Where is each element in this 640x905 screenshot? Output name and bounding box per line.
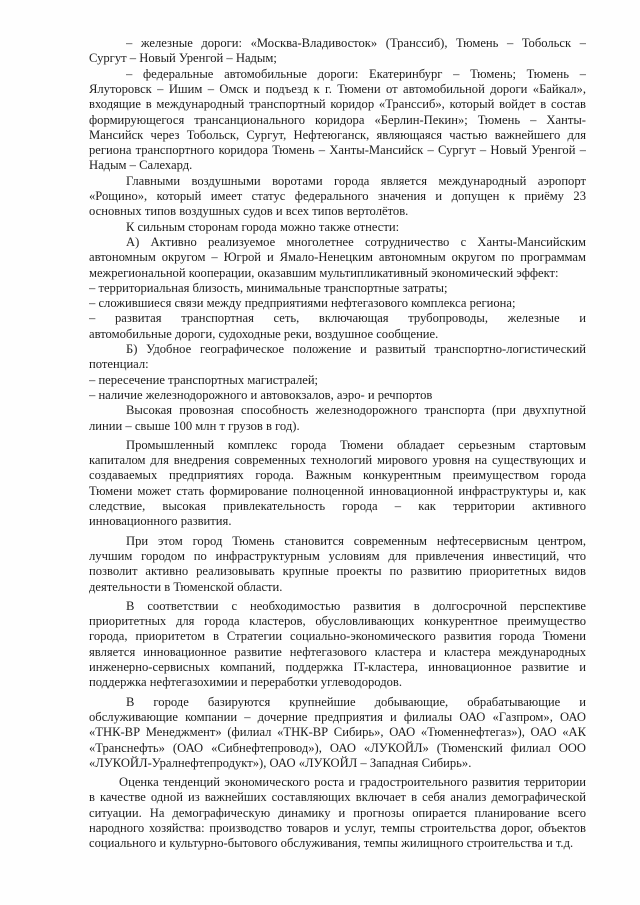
text-line: основных типов воздушных судов и всех типов вертолётов.	[89, 204, 409, 219]
text-line: в качестве одной из важнейших составляющих включает в себя анализ демографической	[89, 790, 586, 805]
text-line: линии – свыше 100 млн т грузов в год).	[89, 418, 300, 433]
text-line: «ЛУКОЙЛ-Уралнефтепродукт»), ОАО «ЛУКОЙЛ – Западная Сибирь».	[89, 755, 472, 770]
text-line: Б) Удобное географическое положение и развитый транспортно-логистический	[126, 342, 586, 356]
text-line: позволит активно реализовывать крупные проекты по развитию приоритетных видов	[89, 564, 586, 579]
text-line: автономным округом – Югрой и Ямало-Ненецким автономным округом по программам	[89, 250, 586, 265]
text-line: Ялуторовск – Ишим – Омск и подъезд к г. Тюмени от автомобильной дороги «Байкал»,	[89, 81, 586, 96]
text-line: входящие в международный транспортный коридор «Транссиб», который войдет в состав	[89, 97, 586, 112]
text-line: капиталом для внедрения современных технологий мирового уровня на существующих и	[89, 453, 586, 468]
text-line: В соответствии с необходимостью развития в долгосрочной перспективе	[126, 598, 586, 613]
text-line: Высокая провозная способность железнодорожного транспорта (при двухпутной	[126, 403, 586, 418]
text-line: А) Активно реализуемое многолетнее сотрудничество с Ханты-Мансийским	[126, 234, 586, 249]
text-line: лучшим городом по инфраструктурным условиям для привлечения инвестиций, что	[89, 548, 586, 563]
text-line: – развитая транспортная сеть, включающая трубопроводы, железные и	[89, 311, 586, 326]
text-line: следствие, высокая привлекательность города – как территории активного	[89, 499, 586, 513]
text-line: социального и культурно-бытового обслуживания, темпы жилищного строительства и т.д.	[89, 836, 574, 851]
text-line: «Рощино», который имеет статус федерального значения и допущен к приёму 23	[89, 189, 586, 203]
text-line: автомобильные дороги, судоходные реки, воздушное сообщение.	[89, 326, 439, 341]
text-line: – наличие железнодорожного и автовокзалов, аэро- и речпортов	[89, 387, 433, 402]
text-line: деятельности в Тюменской области.	[89, 579, 283, 594]
text-line: – федеральные автомобильные дороги: Екатеринбург – Тюмень; Тюмень –	[126, 66, 586, 81]
text-line: Главными воздушными воротами города является международный аэропорт	[126, 173, 586, 188]
text-line: поддержка нефтегазохимии и переработки углеводородов.	[89, 675, 403, 690]
text-line: города, приоритетом в Стратегии социально-экономического развития города Тюмени	[89, 629, 586, 644]
text-line: Сургут – Новый Уренгой – Надым;	[89, 51, 277, 66]
text-line: потенциал:	[89, 357, 149, 372]
text-line: приоритетных для города кластеров, обусловливающих конкурентное преимущество	[89, 614, 586, 629]
text-line: обслуживающие компании – дочерние предприятия и филиалы ОАО «Газпром», ОАО	[89, 709, 586, 724]
text-line: Мансийск через Тобольск, Сургут, Нефтеюганск, являющаяся частью важнейшего для	[89, 127, 586, 142]
text-line: В городе базируются крупнейшие добывающие, обрабатывающие и	[126, 694, 586, 709]
text-line: формирующегося трансанционального коридора «Берлин-Пекин»; Тюмень – Ханты-	[89, 112, 586, 127]
text-line: – сложившиеся связи между предприятиями нефтегазового комплекса региона;	[89, 296, 516, 311]
text-line: создаваемых предприятиях города. Важным конкурентным преимуществом города	[89, 468, 586, 483]
text-line: Оценка тенденций экономического роста и градостроительного развития территории	[119, 775, 586, 790]
text-line: Промышленный комплекс города Тюмени обладает серьезным стартовым	[126, 437, 586, 452]
text-line: Тюмени может стать формирование полноценной инновационной инфраструктуры и, как	[89, 483, 586, 498]
text-line: – территориальная близость, минимальные транспортные затраты;	[89, 280, 448, 295]
text-line: народного хозяйства: производство товаров и услуг, темпы строительства дорог, объектов	[89, 821, 586, 835]
text-line: ситуации. На демографическую динамику и прогнозы опирается планирование всего	[89, 805, 586, 820]
text-line: При этом город Тюмень становится современным нефтесервисным центром,	[126, 533, 586, 548]
text-line: «Транснефть» (ОАО «Сибнефтепровод»), ОАО «ЛУКОЙЛ» (Тюменский филиал ООО	[89, 740, 586, 755]
text-line: межрегиональной кооперации, оказавшим мультипликативный экономический эффект:	[89, 265, 559, 280]
text-line: – пересечение транспортных магистралей;	[89, 372, 319, 387]
text-line: региона транспортного коридора Тюмень – Ханты-Мансийск – Сургут – Новый Уренгой –	[89, 143, 586, 158]
text-line: является инновационное развитие нефтегазового кластера и кластера международных	[89, 644, 586, 659]
text-line: «ТНК-ВР Менеджмент» (филиал «ТНК-ВР Сибирь», ОАО «Тюменнефтегаз»), ОАО «АК	[89, 725, 586, 740]
text-line: инженерно-сервисных компаний, поддержка IT-кластера, инновационное развитие и	[89, 660, 586, 674]
text-line: инновационного развития.	[89, 514, 232, 529]
text-line: К сильным сторонам города можно также отнести:	[126, 219, 400, 234]
text-line: – железные дороги: «Москва-Владивосток» (Транссиб), Тюмень – Тобольск –	[126, 36, 586, 50]
text-line: Надым – Салехард.	[89, 158, 193, 173]
